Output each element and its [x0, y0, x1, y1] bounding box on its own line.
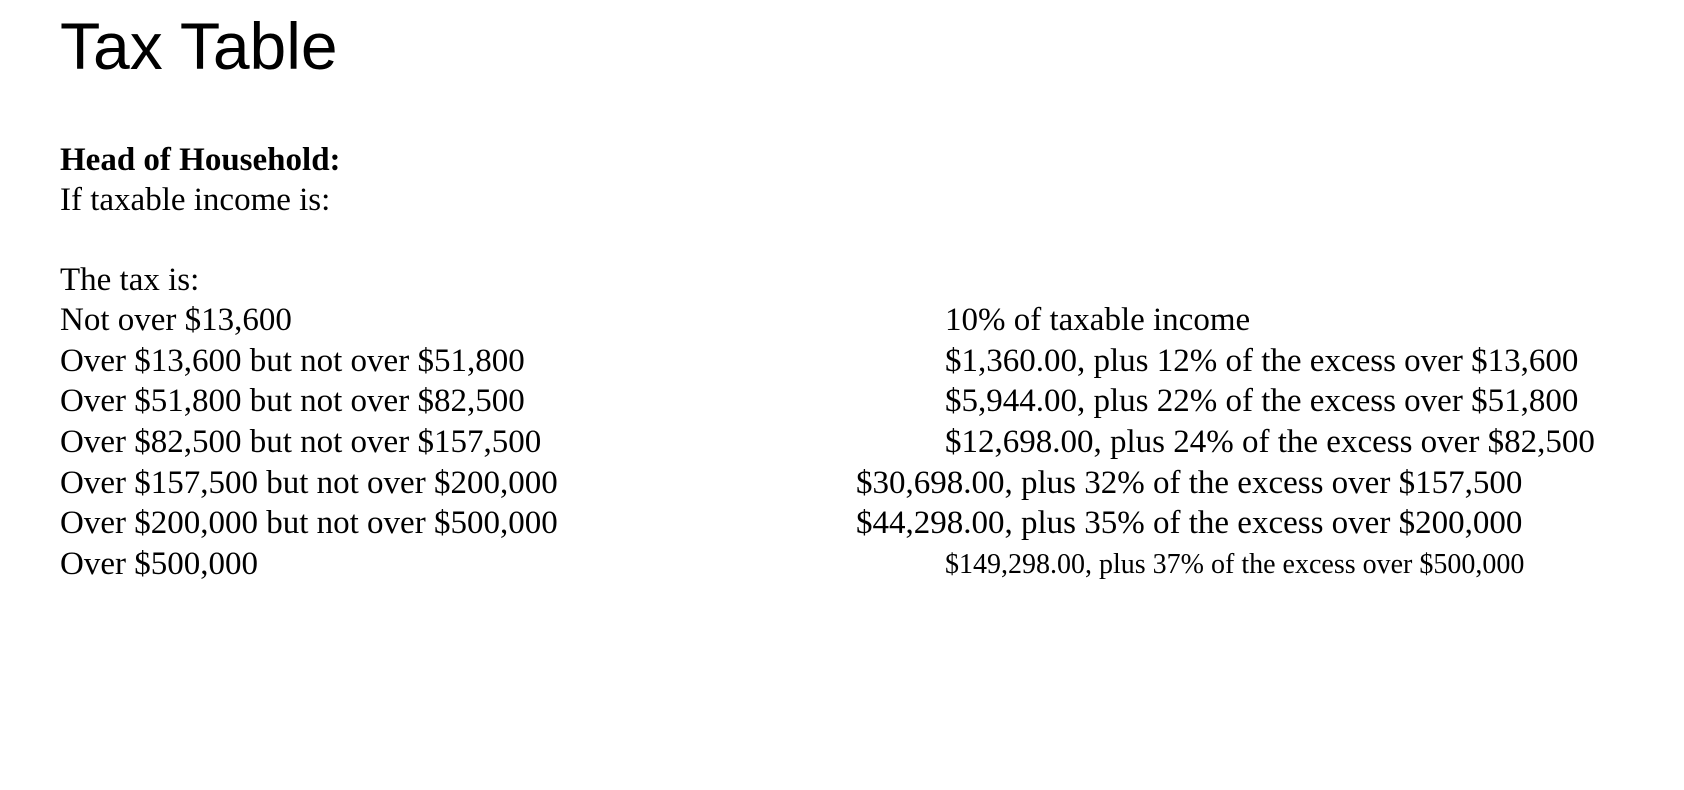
bracket-range: Over $157,500 but not over $200,000: [60, 464, 558, 501]
tax-bracket-row: [60, 381, 1579, 422]
tax-document: [60, 140, 1595, 585]
bracket-tax: $149,298.00, plus 37% of the excess over $500,000: [945, 549, 1525, 581]
bracket-range: Not over $13,600: [60, 302, 292, 338]
tax-bracket-row: [60, 463, 1523, 504]
bracket-range: Over $200,000 but not over $500,000: [60, 505, 558, 542]
bracket-tax: $1,360.00, plus 12% of the excess over $13,600: [945, 342, 1579, 379]
income-prompt: If taxable income is:: [60, 182, 331, 218]
section-heading: Head of Household:: [60, 142, 341, 178]
tax-bracket-row: [60, 544, 1525, 585]
bracket-tax: $44,298.00, plus 35% of the excess over $200,000: [856, 505, 1523, 542]
tax-prompt: The tax is:: [60, 262, 200, 298]
page-title: Tax Table: [60, 9, 338, 83]
bracket-tax: $30,698.00, plus 32% of the excess over $157,500: [856, 464, 1523, 501]
tax-bracket-row: [60, 422, 1595, 463]
bracket-range: Over $82,500 but not over $157,500: [60, 424, 542, 461]
bracket-range: Over $500,000: [60, 546, 258, 583]
bracket-range: Over $51,800 but not over $82,500: [60, 383, 525, 420]
spacer: [60, 220, 341, 260]
bracket-tax: 10% of taxable income: [945, 302, 1251, 338]
tax-bracket-table: [60, 300, 1595, 585]
bracket-tax: $12,698.00, plus 24% of the excess over $82,500: [945, 424, 1595, 461]
tax-bracket-row: [60, 300, 1251, 341]
bracket-tax: $5,944.00, plus 22% of the excess over $51,800: [945, 383, 1579, 420]
tax-bracket-row: [60, 503, 1523, 544]
bracket-range: Over $13,600 but not over $51,800: [60, 342, 525, 379]
tax-bracket-row: [60, 341, 1579, 382]
